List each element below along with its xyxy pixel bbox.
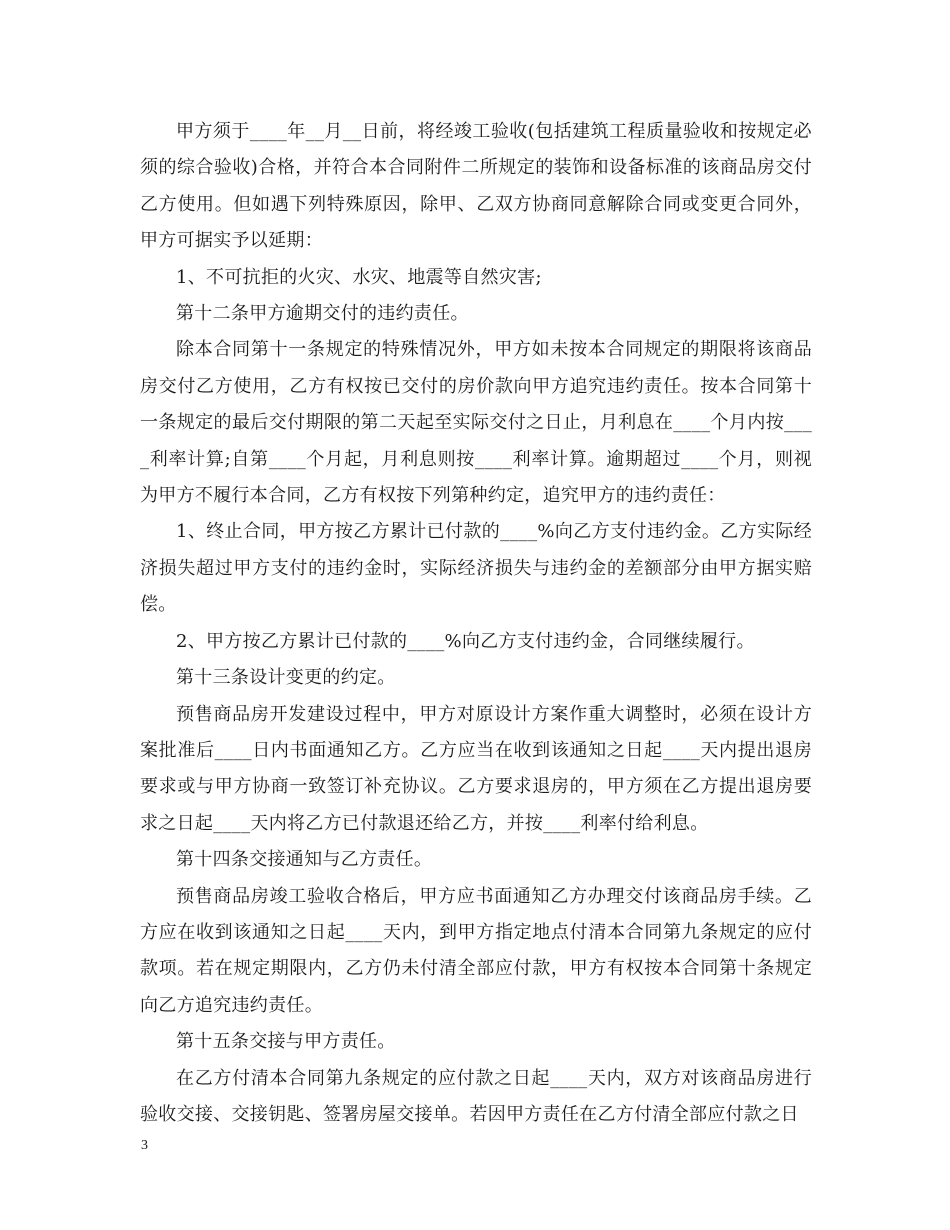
page-number: 3 <box>141 1138 148 1153</box>
paragraph-delivery-deadline: 甲方须于____年__月__日前，将经竣工验收(包括建筑工程质量验收和按规定必须的综合验收)合格，并符合本合同附件二所规定的装饰和设备标准的该商品房交付乙方使用。但如遇下列特殊原因，除甲、乙双方协商同意解除合同或变更合同外，甲方可据实予以延期： <box>140 121 812 252</box>
article-15-heading: 第十五条交接与甲方责任。 <box>176 1031 396 1053</box>
paragraph-terminate-contract: 1、终止合同，甲方按乙方累计已付款的____%向乙方支付违约金。乙方实际经济损失超过甲方支付的违约金时，实际经济损失与违约金的差额部分由甲方据实赔偿。 <box>140 521 812 616</box>
article-13-heading: 第十三条设计变更的约定。 <box>176 667 396 689</box>
paragraph-late-delivery-liability: 除本合同第十一条规定的特殊情况外，甲方如未按本合同规定的期限将该商品房交付乙方使用，乙方有权按已交付的房价款向甲方追究违约责任。按本合同第十一条规定的最后交付期限的第二天起至实际交付之日止，月利息在____个月内按____利率计算;自第____个月起，月利息则按____利率计算。逾期超过____个月，则视为甲方不履行本合同，乙方有权按下列第种约定，追究甲方的违约责任： <box>140 339 812 507</box>
article-12-heading: 第十二条甲方逾期交付的违约责任。 <box>176 303 469 325</box>
paragraph-handover-notice: 预售商品房竣工验收合格后，甲方应书面通知乙方办理交付该商品房手续。乙方应在收到该通知之日起____天内，到甲方指定地点付清本合同第九条规定的应付款项。若在规定期限内，乙方仍未付清全部应付款，甲方有权按本合同第十条规定向乙方追究违约责任。 <box>140 885 812 1016</box>
paragraph-continue-contract: 2、甲方按乙方累计已付款的____%向乙方支付违约金，合同继续履行。 <box>176 630 755 652</box>
article-14-heading: 第十四条交接通知与乙方责任。 <box>176 849 433 871</box>
paragraph-force-majeure: 1、不可抗拒的火灾、水灾、地震等自然灾害; <box>176 266 542 288</box>
paragraph-handover-acceptance: 在乙方付清本合同第九条规定的应付款之日起____天内，双方对该商品房进行验收交接、交接钥匙、签署房屋交接单。若因甲方责任在乙方付清全部应付款之日 <box>140 1067 812 1125</box>
document-body <box>140 114 812 1133</box>
paragraph-design-change: 预售商品房开发建设过程中，甲方对原设计方案作重大调整时，必须在设计方案批准后____日内书面通知乙方。乙方应当在收到该通知之日起____天内提出退房要求或与甲方协商一致签订补充协议。乙方要求退房的，甲方须在乙方提出退房要求之日起____天内将乙方已付款退还给乙方，并按____利率付给利息。 <box>140 703 812 834</box>
